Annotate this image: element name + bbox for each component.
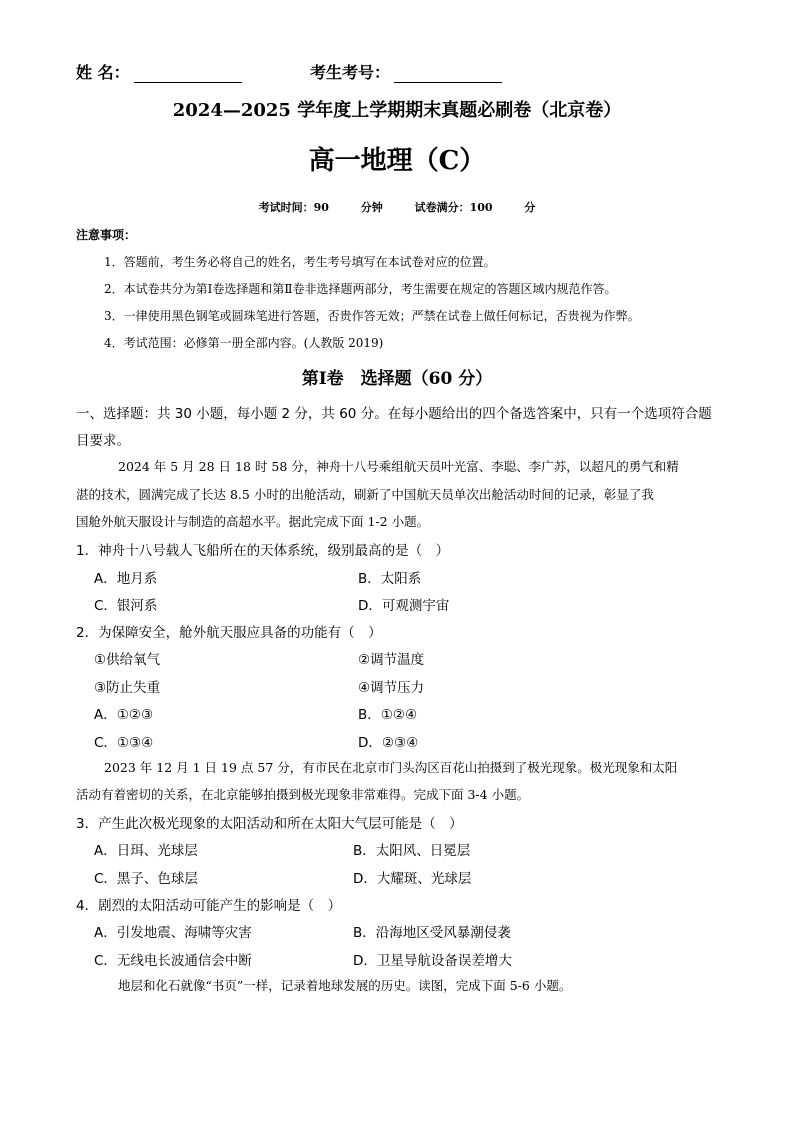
q3-option-a[interactable]: A．日珥、光球层: [94, 843, 198, 859]
note-item: 4．考试范围：必修第一册全部内容。(人教版 2019): [104, 336, 384, 350]
question-2-stem: 2．为保障安全，舱外航天服应具备的功能有（ ）: [76, 625, 382, 641]
exam-number-blank[interactable]: [394, 66, 502, 83]
name-label: 姓 名：: [76, 63, 130, 82]
q4-option-a[interactable]: A．引发地震、海啸等灾害: [94, 925, 252, 941]
question-1-stem: 1．神舟十八号载人飞船所在的天体系统，级别最高的是（ ）: [76, 543, 450, 559]
passage-line: 2023 年 12 月 1 日 19 点 57 分，有市民在北京市门头沟区百花山拍摄到了极光现象。极光现象和太阳: [104, 760, 678, 775]
section-instructions: 一、选择题：共 30 小题，每小题 2 分，共 60 分。在每小题给出的四个备选答案中，只有一个选项符合题: [76, 406, 712, 422]
question-4-stem: 4．剧烈的太阳活动可能产生的影响是（ ）: [76, 898, 342, 914]
q4-option-c[interactable]: C．无线电长波通信会中断: [94, 953, 252, 969]
name-field: [76, 60, 242, 83]
note-item: 1．答题前，考生务必将自己的姓名，考生考号填写在本试卷对应的位置。: [104, 255, 496, 269]
exam-meta: 考试时间：90 分钟 试卷满分：100 分: [258, 201, 536, 214]
passage-line: 2024 年 5 月 28 日 18 时 58 分，神舟十八号乘组航天员叶光富、李聪、李广苏，以超凡的勇气和精: [118, 459, 679, 474]
q1-option-b[interactable]: B．太阳系: [358, 571, 422, 587]
q2-statement-4: ④调节压力: [358, 680, 425, 696]
q3-option-b[interactable]: B．太阳风、日冕层: [353, 843, 471, 859]
q2-statement-3: ③防止失重: [94, 680, 161, 696]
q1-option-a[interactable]: A．地月系: [94, 571, 158, 587]
section-instructions-cont: 目要求。: [76, 433, 130, 449]
note-item: 3．一律使用黑色钢笔或圆珠笔进行答题，否贵作答无效；严禁在试卷上做任何标记，否贵视为作弊。: [104, 309, 640, 323]
exam-subtitle: 2024—2025 学年度上学期期末真题必刷卷（北京卷）: [172, 100, 622, 121]
section-title: 第Ⅰ卷 选择题（60 分）: [301, 369, 493, 389]
passage-line: 地层和化石就像“书页”一样，记录着地球发展的历史。读图，完成下面 5-6 小题。: [118, 978, 572, 993]
q1-option-d[interactable]: D．可观测宇宙: [358, 598, 450, 614]
question-3-stem: 3．产生此次极光现象的太阳活动和所在太阳大气层可能是（ ）: [76, 816, 463, 832]
exam-number-label: 考生考号：: [310, 63, 391, 82]
exam-number-field: [310, 60, 502, 83]
q2-statement-2: ②调节温度: [358, 652, 425, 668]
notes-heading: 注意事项：: [76, 228, 137, 242]
page-title: 高一地理（C）: [308, 146, 486, 176]
q2-option-c[interactable]: C．①③④: [94, 735, 154, 751]
q4-option-b[interactable]: B．沿海地区受风暴潮侵袭: [353, 925, 511, 941]
q2-statement-1: ①供给氧气: [94, 652, 161, 668]
q3-option-c[interactable]: C．黑子、色球层: [94, 871, 198, 887]
q4-option-d[interactable]: D．卫星导航设备误差增大: [353, 953, 512, 969]
passage-line: 活动有着密切的关系，在北京能够拍摄到极光现象非常难得。完成下面 3-4 小题。: [76, 787, 530, 802]
name-blank[interactable]: [134, 66, 242, 83]
q3-option-d[interactable]: D．大耀斑、光球层: [353, 871, 472, 887]
note-item: 2．本试卷共分为第Ⅰ卷选择题和第Ⅱ卷非选择题两部分，考生需要在规定的答题区域内规范作答。: [104, 282, 617, 296]
q2-option-a[interactable]: A．①②③: [94, 707, 154, 723]
q2-option-d[interactable]: D．②③④: [358, 735, 419, 751]
q1-option-c[interactable]: C．银河系: [94, 598, 158, 614]
passage-line: 湛的技术，圆满完成了长达 8.5 小时的出舱活动，刷新了中国航天员单次出舱活动时间的记录，彰显了我: [76, 487, 654, 502]
passage-line: 国舱外航天服设计与制造的高超水平。据此完成下面 1-2 小题。: [76, 514, 430, 529]
q2-option-b[interactable]: B．①②④: [358, 707, 418, 723]
